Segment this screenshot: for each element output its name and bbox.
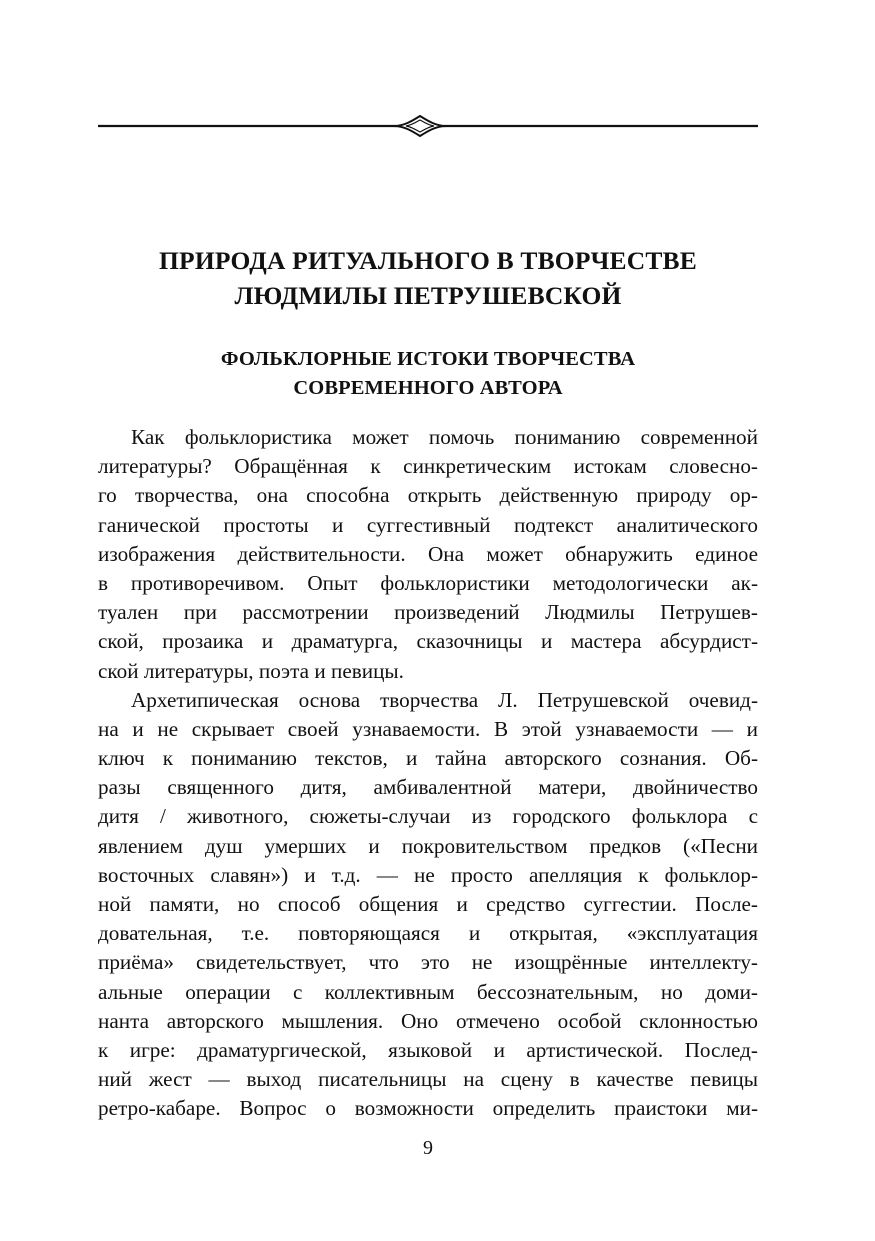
text-line: восточных славян») и т.д. — не просто апелляция к фольклор- [98, 862, 758, 887]
text-line: туален при рассмотрении произведений Людмилы Петрушев- [98, 600, 758, 625]
text-line: дитя / животного, сюжеты-случаи из городского фольклора с [98, 804, 758, 829]
text-line: Как фольклористика может помочь пониманию современной [131, 425, 758, 449]
text-line: ний жест — выход писательницы на сцену в качестве певицы [98, 1067, 758, 1092]
chapter-title [98, 243, 758, 313]
text-line: приёма» свидетельствует, что это не изощрённые интеллекту- [98, 950, 758, 975]
text-line: разы священного дитя, амбивалентной матери, двойничество [98, 775, 758, 800]
text-line: ской, прозаика и драматурга, сказочницы и мастера абсурдист- [98, 629, 758, 654]
section-title-line: ФОЛЬКЛОРНЫЕ ИСТОКИ ТВОРЧЕСТВА [220, 348, 636, 370]
text-line: альные операции с коллективным бессознательным, но доми- [98, 979, 758, 1004]
text-line: к игре: драматургической, языковой и артистической. Послед- [98, 1037, 758, 1062]
text-line: Архетипическая основа творчества Л. Петрушевской очевид- [131, 687, 758, 712]
body-text [98, 423, 758, 1124]
text-line: ретро-кабаре. Вопрос о возможности определить праистоки ми- [98, 1096, 758, 1121]
text-line: литературы? Обращённая к синкретическим истокам словесно- [98, 454, 758, 479]
text-line: ной памяти, но способ общения и средство суггестии. После- [98, 892, 758, 916]
text-line: явлением душ умерших и покровительством предков («Песни [98, 833, 758, 858]
text-line: на и не скрывает своей узнаваемости. В этой узнаваемости — и [98, 716, 758, 741]
paragraph [98, 423, 758, 686]
text-line: нанта авторского мышления. Оно отмечено особой склонностью [98, 1008, 758, 1033]
text-line: в противоречивом. Опыт фольклористики методологически ак- [98, 570, 758, 595]
paragraph [98, 686, 758, 1124]
text-line: изображения действительности. Она может обнаружить единое [98, 541, 758, 566]
text-line: го творчества, она способна открыть действенную природу ор- [98, 483, 758, 508]
page-number: 9 [423, 1137, 433, 1159]
decorative-divider [98, 112, 758, 140]
text-line: ской литературы, поэта и певицы. [98, 658, 404, 683]
chapter-title-line: ПРИРОДА РИТУАЛЬНОГО В ТВОРЧЕСТВЕ [159, 246, 697, 275]
text-line: ключ к пониманию текстов, и тайна авторского сознания. Об- [98, 746, 758, 771]
divider-ornament [394, 116, 446, 136]
section-title [98, 345, 758, 403]
text-line: ганической простоты и суггестивный подтекст аналитического [98, 512, 758, 537]
text-line: довательная, т.е. повторяющаяся и открытая, «эксплуатация [98, 921, 758, 946]
chapter-title-line: ЛЮДМИЛЫ ПЕТРУШЕВСКОЙ [234, 281, 622, 310]
section-title-line: СОВРЕМЕННОГО АВТОРА [293, 377, 563, 399]
